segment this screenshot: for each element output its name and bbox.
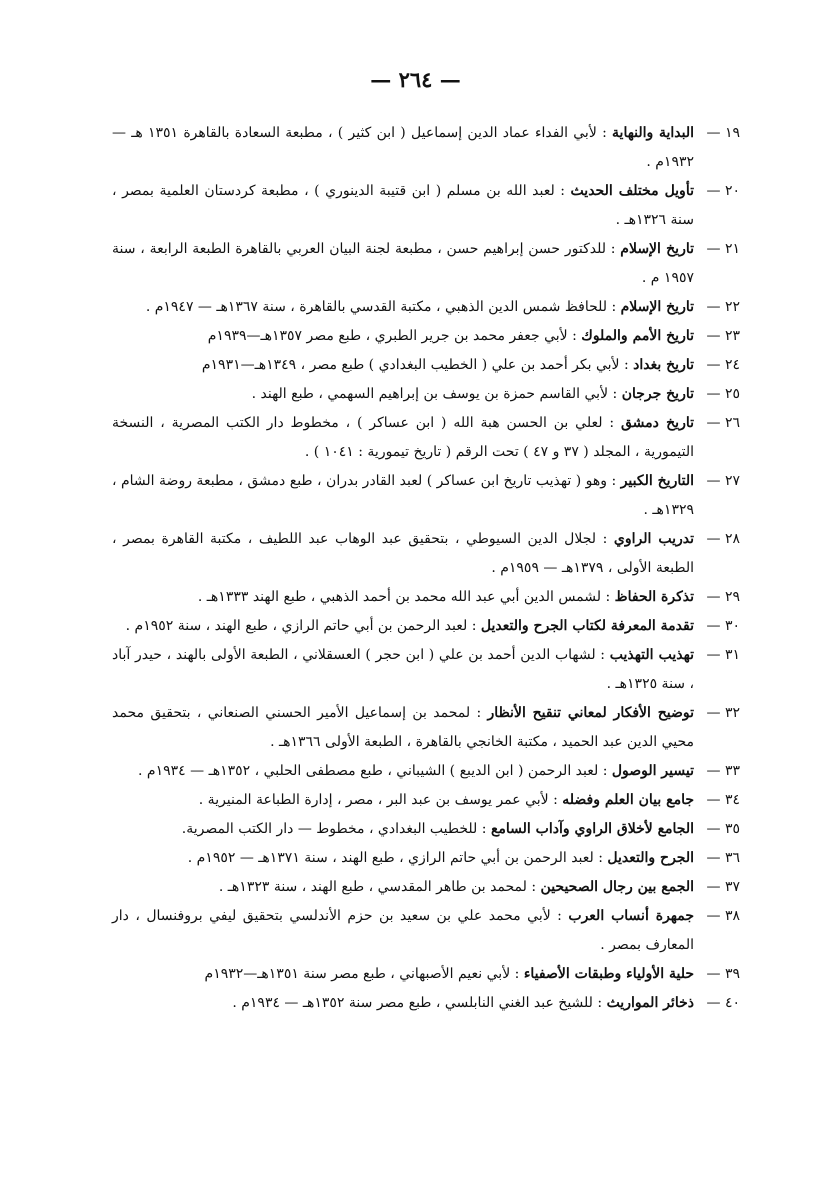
entry-number: ٢٧ — <box>706 473 740 489</box>
entry-text: : لعبد الرحمن بن أبي حاتم الرازي ، طبع الهند ، سنة ١٩٥٢م . <box>125 618 481 634</box>
entry-number: ٣٤ — <box>706 792 740 808</box>
reference-entry <box>112 177 740 235</box>
entry-text: : لشمس الدين أبي عبد الله محمد بن أحمد الذهبي ، طبع الهند ١٣٣٣هـ . <box>197 589 615 605</box>
entry-number: ١٩ — <box>706 125 740 141</box>
entry-title: حلية الأولياء وطبقات الأصفياء <box>523 966 694 982</box>
entry-title: تاريخ دمشق <box>620 415 694 431</box>
reference-entry <box>112 902 740 960</box>
entry-text: : للحافظ شمس الدين الذهبي ، مكتبة القدسي بالقاهرة ، سنة ١٣٦٧هـ — ١٩٤٧م . <box>145 299 621 315</box>
entry-number: ٢٤ — <box>706 357 740 373</box>
page-number: — ٢٦٤ — <box>370 67 461 92</box>
entry-title: تاريخ جرجان <box>621 386 694 402</box>
entry-title: تاريخ الإسلام <box>620 241 694 257</box>
entry-title: تيسير الوصول <box>611 763 694 779</box>
reference-entry <box>112 612 740 641</box>
entry-title: تأويل مختلف الحديث <box>570 183 694 199</box>
reference-entry <box>112 467 740 525</box>
entry-title: توضيح الأفكار لمعاني تنقيح الأنظار <box>487 705 694 721</box>
entry-number: ٢٢ — <box>706 299 740 315</box>
entry-title: البداية والنهاية <box>612 125 695 141</box>
entry-title: تذكرة الحفاظ <box>614 589 694 605</box>
entry-number: ٢٣ — <box>706 328 740 344</box>
entry-number: ٣١ — <box>706 647 740 663</box>
entry-title: تاريخ الأمم والملوك <box>581 328 694 344</box>
reference-entry <box>112 786 740 815</box>
entry-text: : لعبد الله بن مسلم ( ابن قتيبة الدينوري ) ، مطبعة كردستان العلمية بمصر ، سنة ١٣٢٦هـ . <box>112 183 694 228</box>
entry-number: ٣٣ — <box>706 763 740 779</box>
entry-title: الجرح والتعديل <box>607 850 694 866</box>
reference-entry <box>112 525 740 583</box>
entry-text: : لأبي القاسم حمزة بن يوسف بن إبراهيم السهمي ، طبع الهند . <box>251 386 622 402</box>
entry-text: : لأبي الفداء عماد الدين إسماعيل ( ابن كثير ) ، مطبعة السعادة بالقاهرة ١٣٥١ هـ — ١٩٣٢م . <box>112 125 694 170</box>
reference-entry <box>112 989 740 1018</box>
entry-text: : لأبي نعيم الأصبهاني ، طبع مصر سنة ١٣٥١هـ—١٩٣٢م <box>204 966 524 982</box>
entry-number: ٣٩ — <box>706 966 740 982</box>
entry-title: تاريخ بغداد <box>633 357 694 373</box>
entry-number: ٣٠ — <box>706 618 740 634</box>
reference-entry <box>112 815 740 844</box>
reference-entry <box>112 641 740 699</box>
entry-number: ٣٨ — <box>706 908 740 924</box>
entry-text: : لأبي جعفر محمد بن جرير الطبري ، طبع مصر ١٣٥٧هـ—١٩٣٩م <box>207 328 582 344</box>
reference-entry <box>112 351 740 380</box>
reference-entry <box>112 293 740 322</box>
entry-number: ٢٠ — <box>706 183 740 199</box>
entry-number: ٣٧ — <box>706 879 740 895</box>
entry-text: : للخطيب البغدادي ، مخطوط — دار الكتب المصرية. <box>181 821 491 837</box>
entry-number: ٣٦ — <box>706 850 740 866</box>
entry-title: تقدمة المعرفة لكتاب الجرح والتعديل <box>480 618 694 634</box>
entry-title: الجمع بين رجال الصحيحين <box>540 879 694 895</box>
reference-entry <box>112 960 740 989</box>
entry-number: ٢١ — <box>706 241 740 257</box>
entry-text: : وهو ( تهذيب تاريخ ابن عساكر ) لعبد القادر بدران ، طبع دمشق ، مطبعة روضة الشام ، ١٣٢٩هـ . <box>112 473 694 518</box>
entry-text: : للدكتور حسن إبراهيم حسن ، مطبعة لجنة البيان العربي بالقاهرة الطبعة الرابعة ، سنة ١٩٥٧ م . <box>112 241 694 286</box>
entry-title: جامع بيان العلم وفضله <box>562 792 694 808</box>
entry-number: ٢٦ — <box>706 415 740 431</box>
entry-text: : لعلي بن الحسن هبة الله ( ابن عساكر ) ، مخطوط دار الكتب المصرية ، النسخة التيمورية ، المجلد ( ٣٧ و ٤٧ ) تحت الرقم ( تاريخ تيمورية : ١٠٤١ ) . <box>112 415 694 460</box>
entry-text: : لأبي عمر يوسف بن عبد البر ، مصر ، إدارة الطباعة المنيرية . <box>198 792 563 808</box>
entry-text: : لشهاب الدين أحمد بن علي ( ابن حجر ) العسقلاني ، الطبعة الأولى بالهند ، حيدر آباد ، سنة ١٣٢٥هـ . <box>112 647 694 692</box>
entry-title: التاريخ الكبير <box>620 473 694 489</box>
entry-text: : لعبد الرحمن ( ابن الديبع ) الشيباني ، طبع مصطفى الحلبي ، ١٣٥٢هـ — ١٩٣٤م . <box>138 763 612 779</box>
entry-number: ٢٩ — <box>706 589 740 605</box>
entry-number: ٣٥ — <box>706 821 740 837</box>
entry-title: تدريب الراوي <box>613 531 694 547</box>
reference-list <box>112 119 740 1018</box>
entry-title: تاريخ الإسلام <box>620 299 694 315</box>
reference-entry <box>112 583 740 612</box>
entry-text: : للشيخ عبد الغني النابلسي ، طبع مصر سنة ١٣٥٢هـ — ١٩٣٤م . <box>232 995 607 1011</box>
entry-number: ٢٥ — <box>706 386 740 402</box>
entry-text: : لمحمد بن إسماعيل الأمير الحسني الصنعاني ، بتحقيق محمد محيي الدين عبد الحميد ، مكتبة الخانجي بالقاهرة ، الطبعة الأولى ١٣٦٦هـ . <box>112 705 694 750</box>
entry-title: تهذيب التهذيب <box>609 647 695 663</box>
entry-number: ٣٢ — <box>706 705 740 721</box>
entry-title: الجامع لأخلاق الراوي وآداب السامع <box>490 821 694 837</box>
reference-entry <box>112 235 740 293</box>
reference-entry <box>112 873 740 902</box>
entry-number: ٤٠ — <box>706 995 740 1011</box>
entry-text: : لأبي محمد علي بن سعيد بن حزم الأندلسي بتحقيق ليفي بروفنسال ، دار المعارف بمصر . <box>112 908 694 953</box>
reference-entry <box>112 119 740 177</box>
entry-number: ٢٨ — <box>706 531 740 547</box>
entry-text: : لجلال الدين السيوطي ، بتحقيق عبد الوهاب عبد اللطيف ، مكتبة القاهرة بمصر ، الطبعة الأولى ، ١٣٧٩هـ — ١٩٥٩م . <box>112 531 694 576</box>
reference-entry <box>112 380 740 409</box>
entry-text: : لأبي بكر أحمد بن علي ( الخطيب البغدادي ) طبع مصر ، ١٣٤٩هـ—١٩٣١م <box>201 357 634 373</box>
entry-text: : لمحمد بن طاهر المقدسي ، طبع الهند ، سنة ١٣٢٣هـ . <box>218 879 541 895</box>
entry-title: ذخائر المواريث <box>606 995 694 1011</box>
entry-text: : لعبد الرحمن بن أبي حاتم الرازي ، طبع الهند ، سنة ١٣٧١هـ — ١٩٥٢م . <box>187 850 608 866</box>
reference-entry <box>112 322 740 351</box>
reference-entry <box>112 757 740 786</box>
entry-title: جمهرة أنساب العرب <box>568 908 694 924</box>
reference-entry <box>112 409 740 467</box>
reference-entry <box>112 844 740 873</box>
reference-entry <box>112 699 740 757</box>
